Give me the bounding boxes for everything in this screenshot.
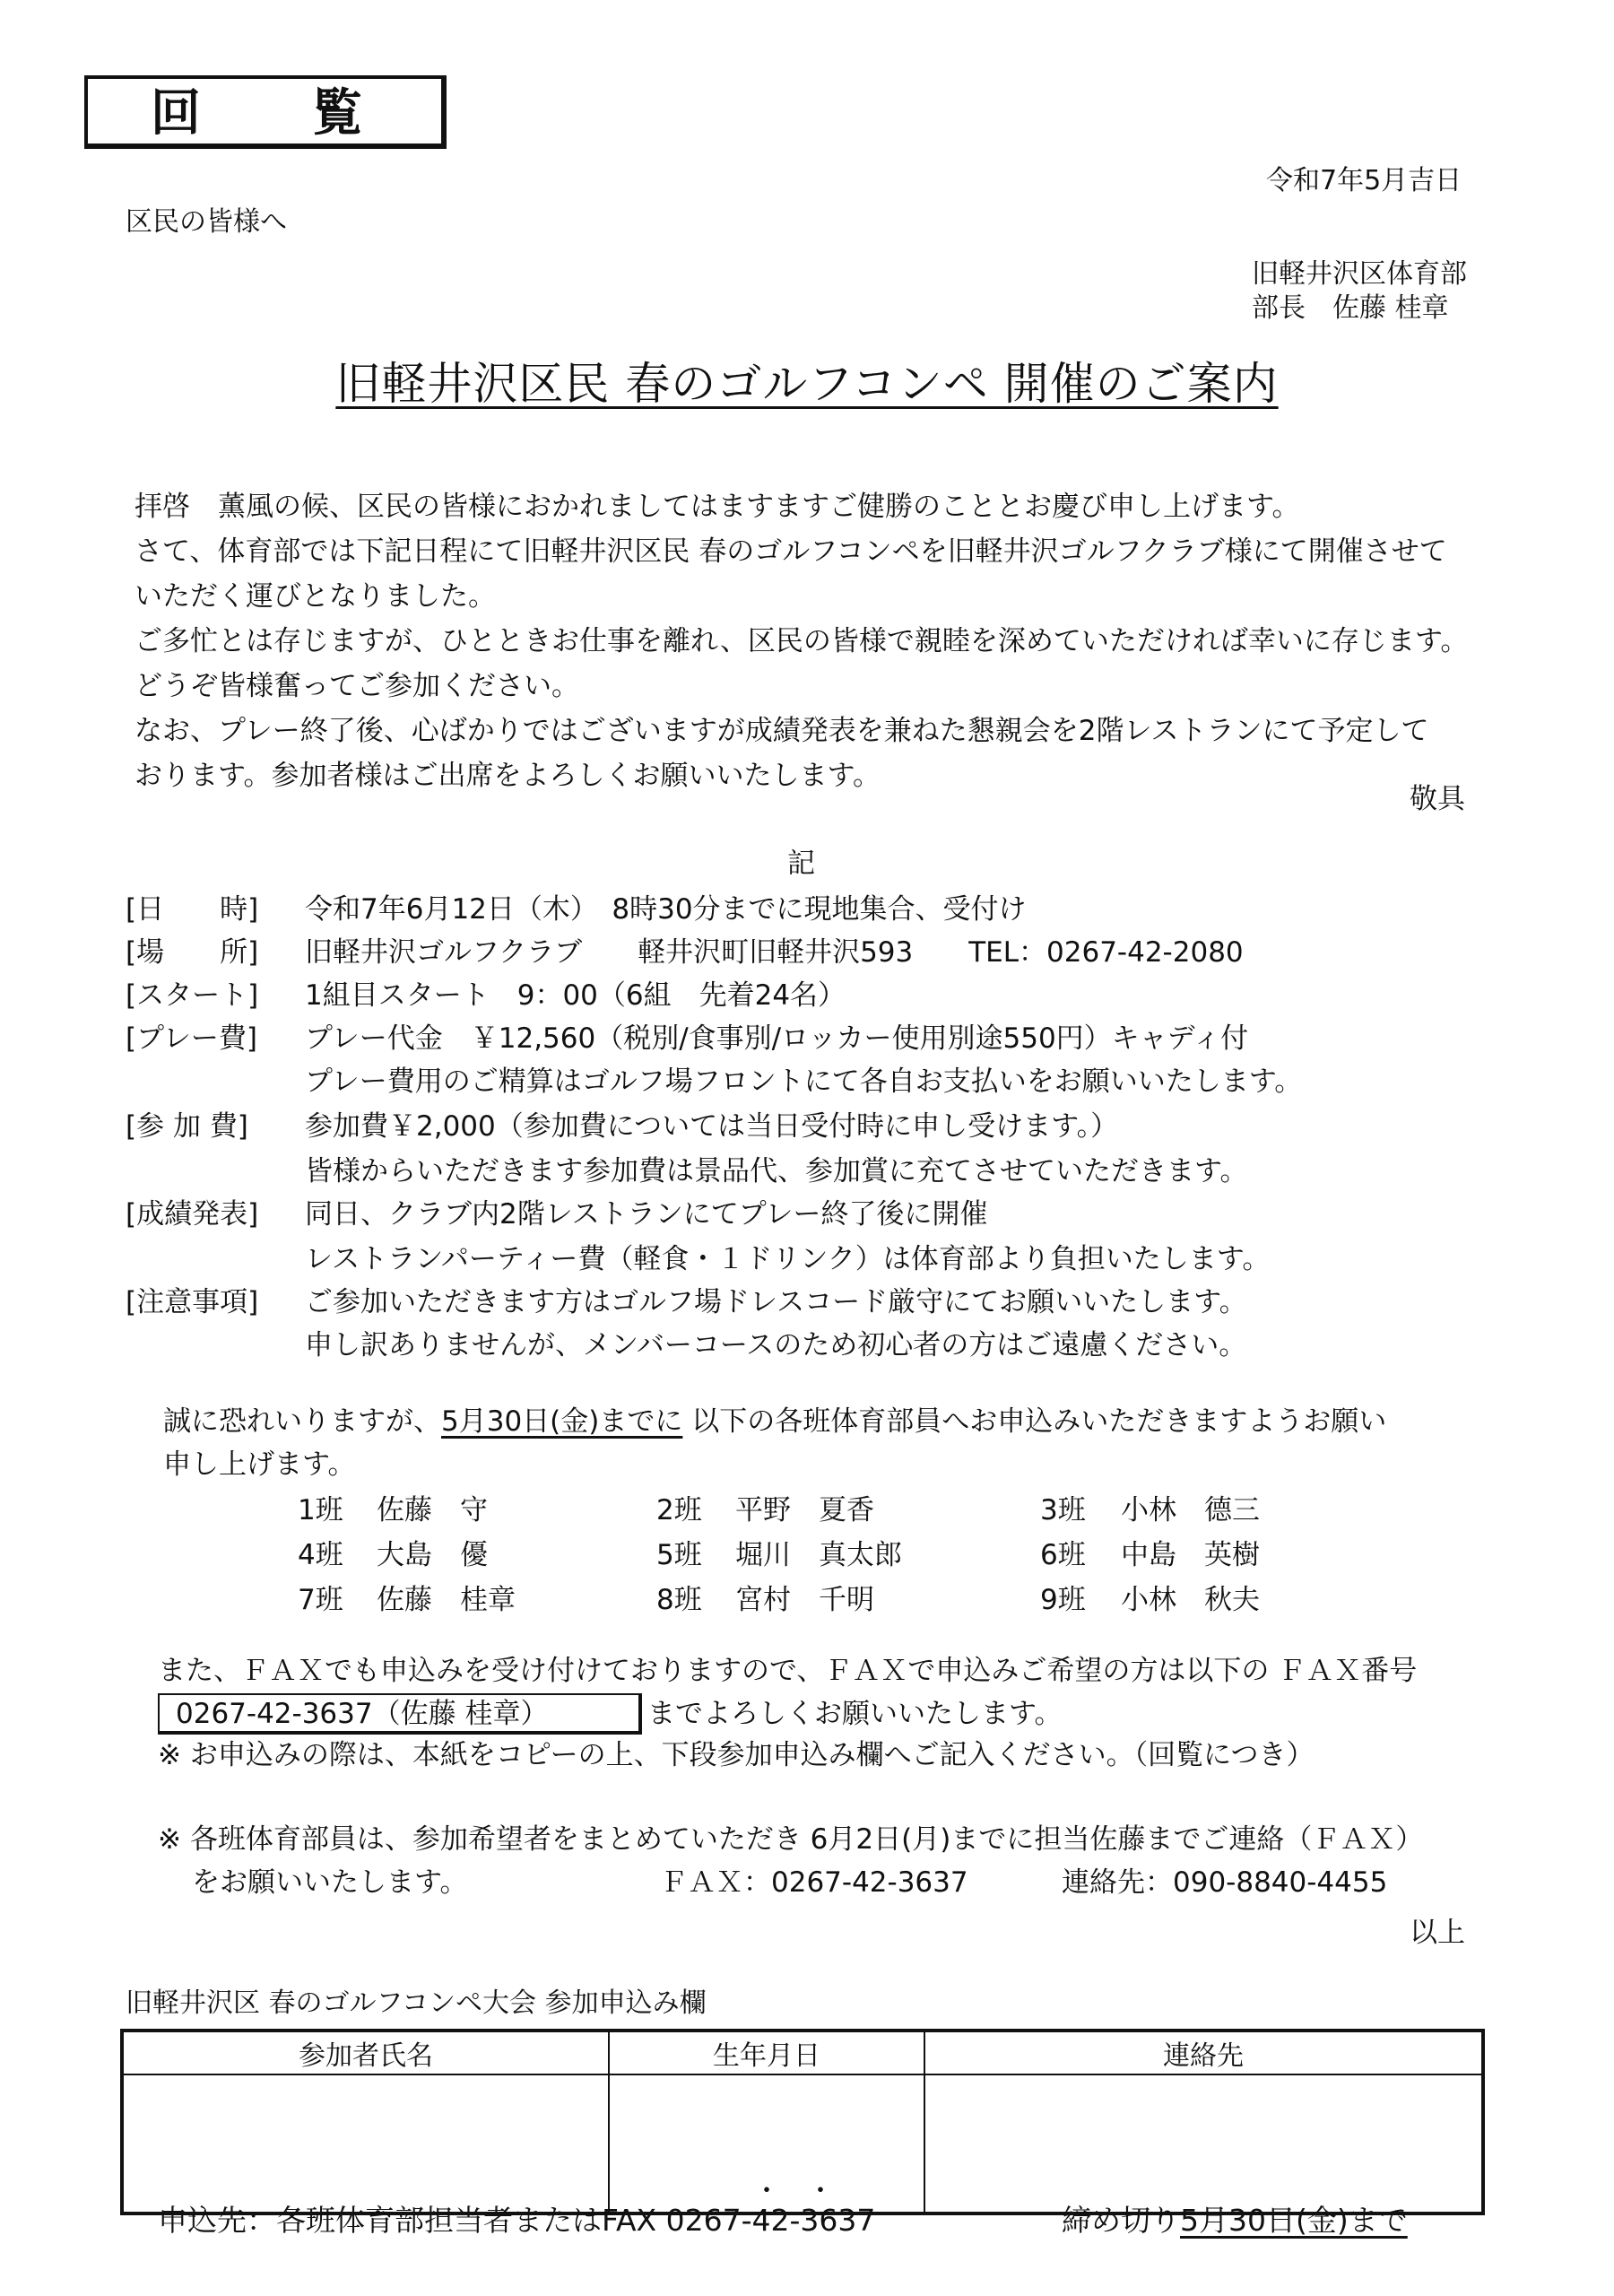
team-member: 佐藤 桂章	[377, 1584, 516, 1616]
body-line: なお、プレー終了後、心ばかりではございますが成績発表を兼ねた懇親会を2階レストランにて予定して	[134, 715, 1429, 747]
sender-org: 旧軽井沢区体育部	[1252, 258, 1467, 290]
contact-field[interactable]	[924, 2074, 1483, 2213]
birthdate-separator: ・ ・	[753, 2176, 834, 2207]
birthdate-field[interactable]	[609, 2074, 924, 2213]
application-deadline: 5月30日(金)までに	[441, 1405, 683, 1438]
ki-heading: 記	[787, 848, 815, 880]
body-line: さて、体育部では下記日程にて旧軽井沢区民 春のゴルフコンペを旧軽井沢ゴルフクラブ様にて開催させて	[134, 535, 1447, 568]
team-member: 中島 英樹	[1121, 1539, 1260, 1571]
team-member: 小林 德三	[1121, 1494, 1260, 1526]
col-header-birthdate: 生年月日	[609, 2031, 924, 2074]
addressee: 区民の皆様へ	[126, 206, 287, 238]
body-line: おります。参加者様はご出席をよろしくお願いいたします。	[134, 760, 881, 792]
detail-value-entry-fee-2: 皆様からいただきます参加費は景品代、参加賞に充てさせていただきます。	[305, 1155, 1248, 1187]
body-line: 拝啓 薫風の候、区民の皆様におかれましてはますますご健勝のこととお慶び申し上げます。	[134, 491, 1300, 523]
fax-line-2: までよろしくお願いいたします。	[647, 1698, 1063, 1730]
detail-value-venue: 旧軽井沢ゴルフクラブ 軽井沢町旧軽井沢593 TEL：0267-42-2080	[305, 936, 1244, 969]
body-line: どうぞ皆様奮ってご参加ください。	[134, 670, 579, 702]
detail-label-entry-fee: [参 加 費]	[126, 1110, 248, 1143]
team-han: 3班	[1040, 1494, 1086, 1526]
team-han: 2班	[656, 1494, 702, 1526]
col-header-name: 参加者氏名	[122, 2031, 609, 2074]
detail-label-results: [成績発表]	[126, 1198, 259, 1231]
closing-keigu: 敬具	[1410, 783, 1465, 815]
team-han: 4班	[298, 1539, 343, 1571]
detail-value-results: 同日、クラブ内2階レストランにてプレー終了後に開催	[305, 1198, 988, 1231]
coordinator-contact: 連絡先：090-8840-4455	[1062, 1866, 1388, 1899]
team-han: 5班	[656, 1539, 702, 1571]
circulation-label-1: 回	[151, 84, 201, 143]
team-han: 1班	[298, 1494, 343, 1526]
team-member: 宮村 千明	[735, 1584, 874, 1616]
issue-date: 令和7年5月吉日	[1266, 165, 1462, 196]
col-header-contact: 連絡先	[924, 2031, 1483, 2074]
detail-label-datetime: [日 時]	[126, 893, 259, 926]
circulation-label-2: 覧	[312, 84, 362, 143]
detail-value-notes: ご参加いただきます方はゴルフ場ドレスコード厳守にてお願いいたします。	[305, 1286, 1247, 1318]
footer-deadline: 締め切り5月30日(金)まで	[1062, 2203, 1408, 2238]
fax-line-1: また、ＦＡＸでも申込みを受け付けておりますので、ＦＡＸで申込みご希望の方は以下の ＦＡＸ番号	[158, 1655, 1418, 1687]
fax-number-box	[158, 1693, 642, 1735]
team-han: 8班	[656, 1584, 702, 1616]
team-member: 大島 優	[377, 1539, 488, 1571]
detail-value-play-fee: プレー代金 ￥12,560（税別/食事別/ロッカー使用別途550円）キャディ付	[305, 1022, 1249, 1055]
team-member: 平野 夏香	[735, 1494, 874, 1526]
table-header-row	[122, 2031, 1483, 2074]
detail-value-results-2: レストランパーティー費（軽食・１ドリンク）は体育部より負担いたします。	[305, 1243, 1271, 1275]
detail-value-play-fee-2: プレー費用のご精算はゴルフ場フロントにて各自お支払いをお願いいたします。	[305, 1065, 1303, 1098]
team-han: 9班	[1040, 1584, 1086, 1616]
closing-ijou: 以上	[1410, 1917, 1465, 1949]
detail-value-entry-fee: 参加費￥2,000（参加費については当日受付時に申し受けます。）	[305, 1110, 1119, 1143]
team-han: 6班	[1040, 1539, 1086, 1571]
detail-label-start: [スタート]	[126, 979, 259, 1012]
table-row	[122, 2074, 1483, 2213]
application-line-2: 申し上げます。	[163, 1448, 356, 1481]
form-title: 旧軽井沢区 春のゴルフコンペ大会 参加申込み欄	[126, 1987, 707, 2019]
fax-note: ※ お申込みの際は、本紙をコピーの上、下段参加申込み欄へご記入ください。（回覧につき）	[158, 1739, 1315, 1771]
team-member: 佐藤 守	[377, 1494, 488, 1526]
coordinator-line-2: をお願いいたします。	[192, 1866, 468, 1899]
body-line: いただく運びとなりました。	[134, 580, 496, 613]
detail-value-start: 1組目スタート 9：00（6組 先着24名）	[305, 979, 846, 1012]
fax-number: 0267-42-3637（佐藤 桂章）	[176, 1698, 549, 1730]
coordinator-line-1: ※ 各班体育部員は、参加希望者をまとめていただき 6月2日(月)までに担当佐藤までご連絡（ＦＡＸ）	[158, 1823, 1424, 1856]
team-member: 小林 秋夫	[1121, 1584, 1260, 1616]
coordinator-fax: ＦＡＸ：0267-42-3637	[660, 1866, 968, 1899]
detail-label-venue: [場 所]	[126, 936, 259, 969]
name-field[interactable]	[122, 2074, 609, 2213]
team-member: 堀川 真太郎	[735, 1539, 902, 1571]
detail-value-notes-2: 申し訳ありませんが、メンバーコースのため初心者の方はご遠慮ください。	[305, 1329, 1247, 1361]
sender-name: 部長 佐藤 桂章	[1252, 292, 1449, 324]
team-han: 7班	[298, 1584, 343, 1616]
detail-value-datetime: 令和7年6月12日（木） 8時30分までに現地集合、受付け	[305, 893, 1027, 926]
body-line: ご多忙とは存じますが、ひとときお仕事を離れ、区民の皆様で親睦を深めていただければ幸いに存じます。	[134, 625, 1469, 657]
detail-label-notes: [注意事項]	[126, 1286, 259, 1318]
circulation-stamp-box	[84, 75, 447, 149]
application-line-1: 誠に恐れいりますが、5月30日(金)までに 以下の各班体育部員へお申込みいただきますようお願い	[163, 1405, 1387, 1438]
footer-submit-to: 申込先：各班体育部担当者またはFAX 0267-42-3637	[158, 2203, 876, 2238]
document-title: 旧軽井沢区民 春のゴルフコンペ 開催のご案内	[335, 358, 1279, 410]
detail-label-play-fee: [プレー費]	[126, 1022, 257, 1055]
entry-form-table	[120, 2029, 1485, 2215]
